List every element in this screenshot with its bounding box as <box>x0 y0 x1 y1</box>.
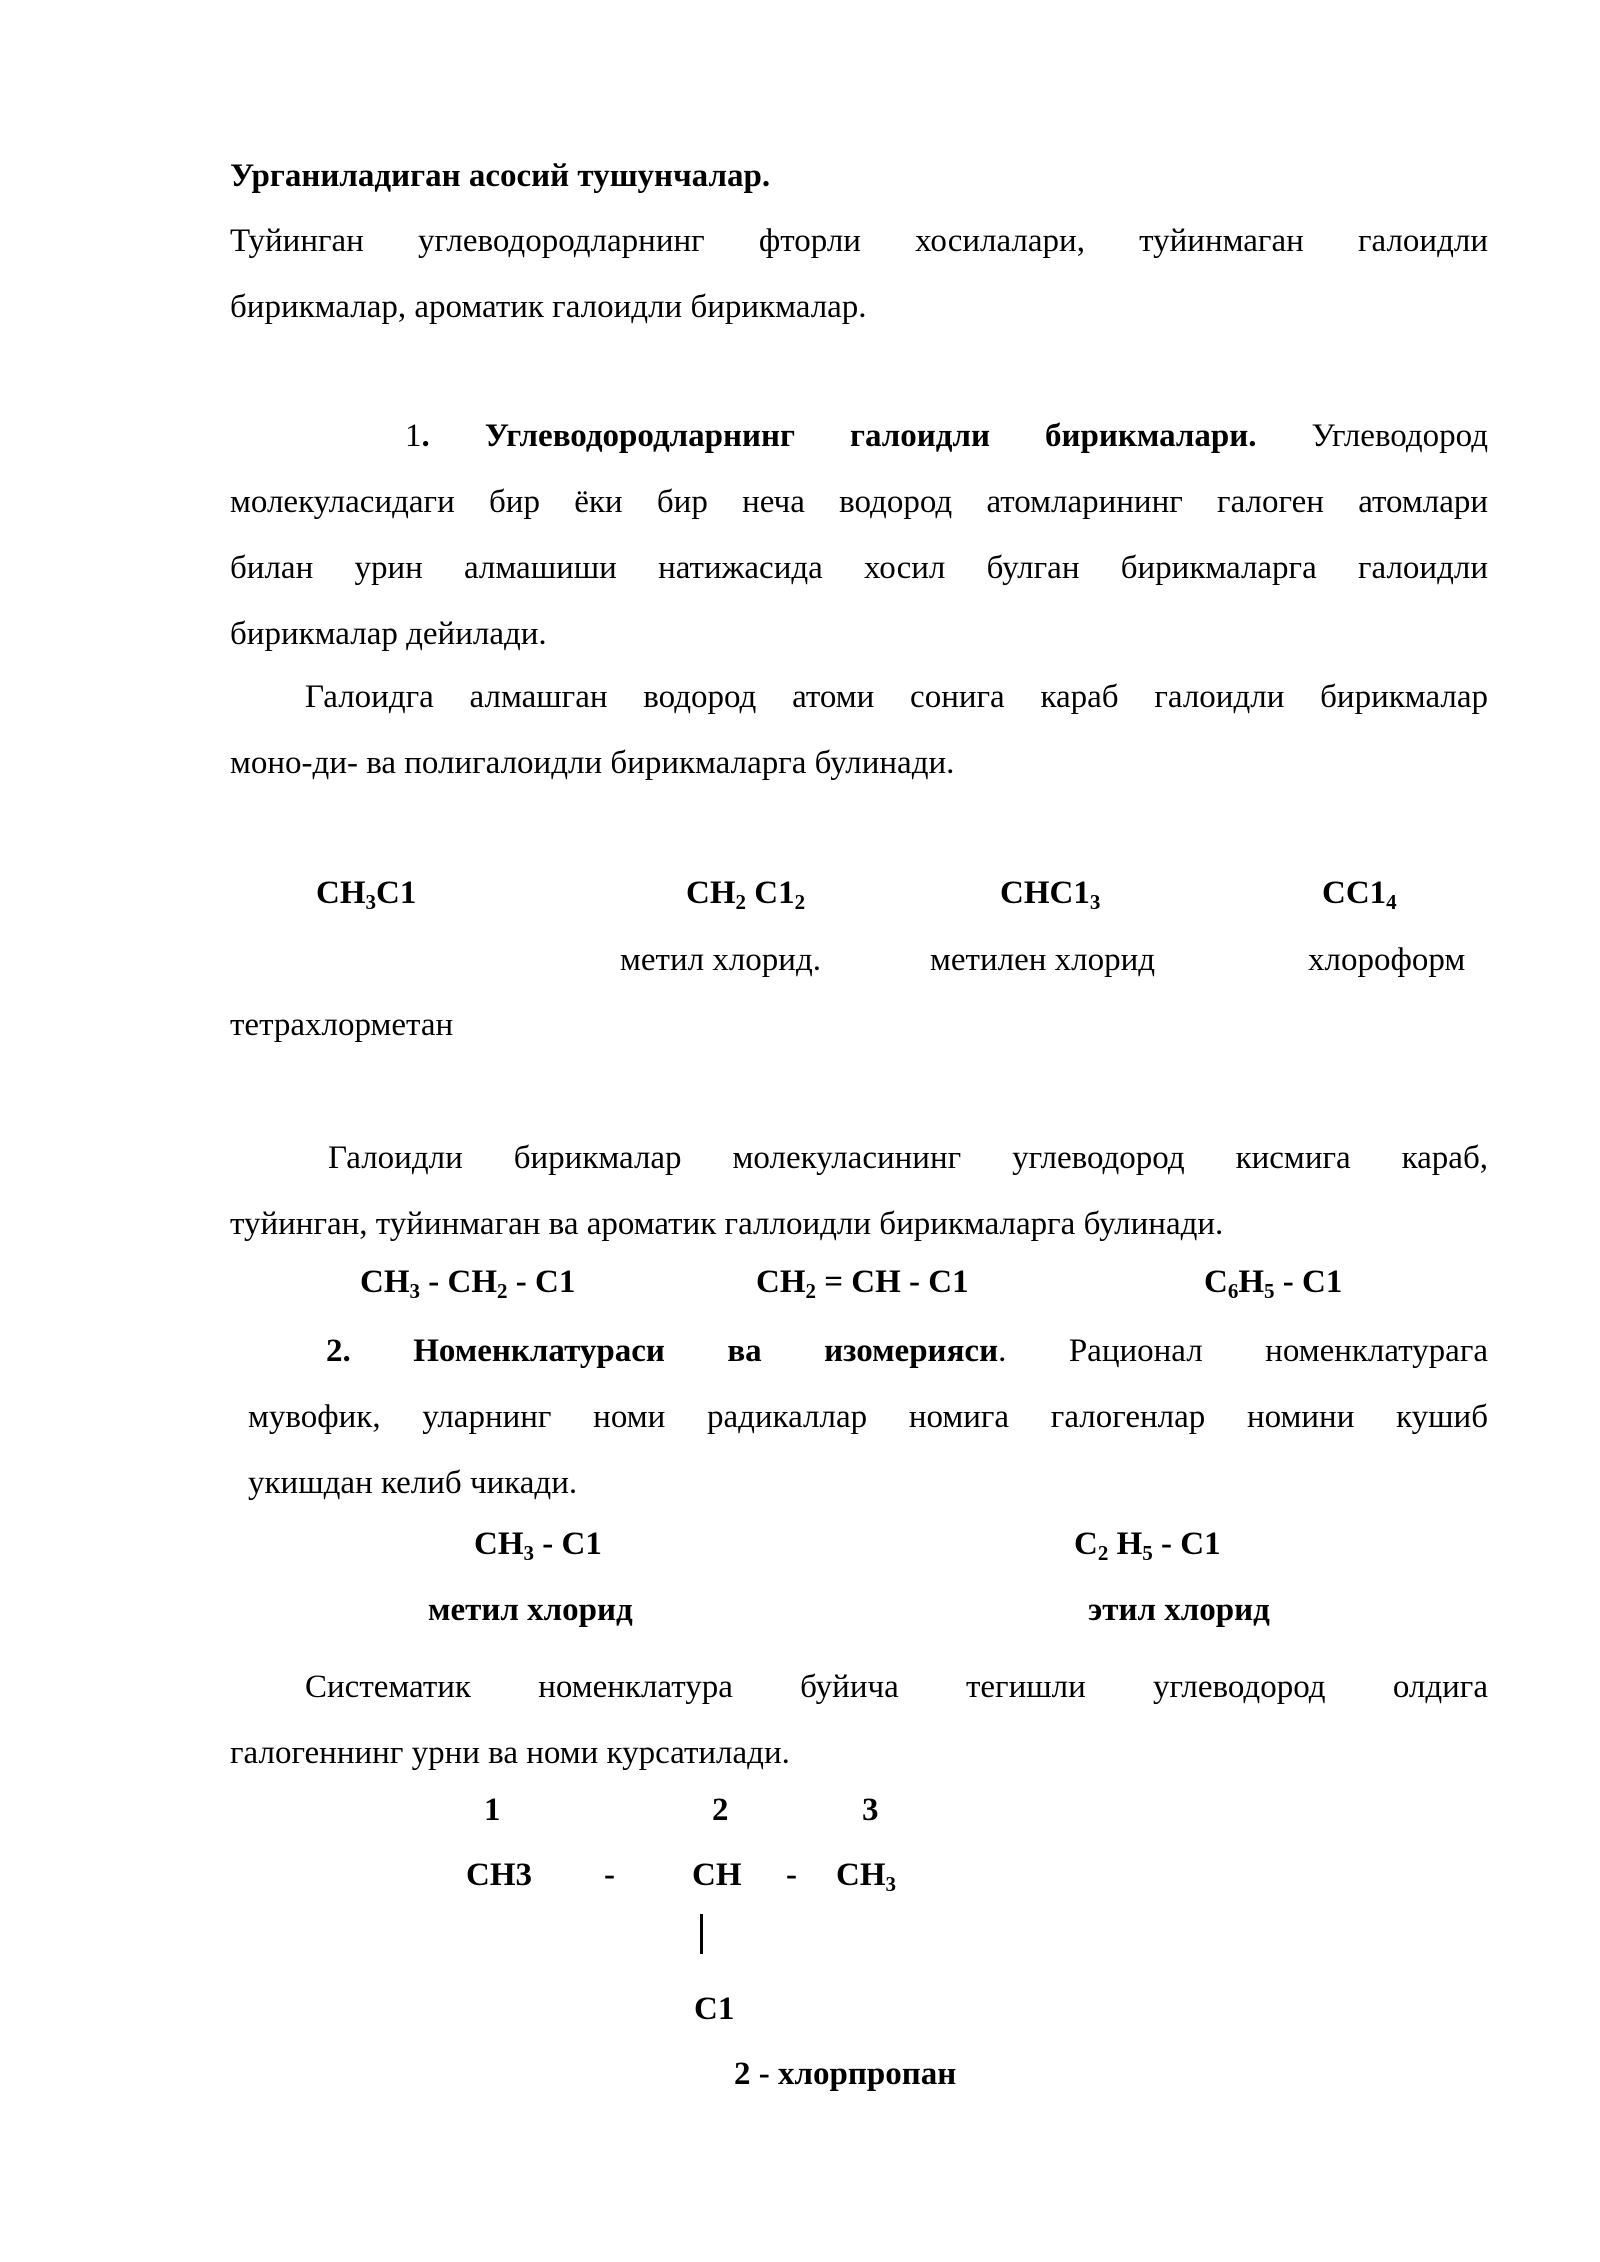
classification-paragraph <box>230 664 1488 796</box>
formula-methyl-chloride: $CH_3C1$ <box>316 875 417 914</box>
section-heading: Урганиладиган асосий тушунчалар. <box>230 158 771 194</box>
hydrocarbon-part-line-2: туйинган, туйинмаган ва ароматик галлоидли бирикмаларга булинади. <box>230 1206 1224 1242</box>
intro-line-2: бирикмалар, ароматик галоидли бирикмалар. <box>230 289 867 325</box>
chlorine-substituent: C1 <box>694 1991 735 2027</box>
hydrocarbon-part-paragraph <box>230 1125 1488 1257</box>
name-chloroform: хлороформ <box>1308 942 1466 978</box>
section-2-line-1-rest: . Рационал номенклатурага <box>998 1333 1489 1369</box>
formula-ch3cl: $CH_3 - C1$ <box>474 1526 602 1565</box>
intro-paragraph <box>230 208 1488 340</box>
formula-c2h5cl: $C_2$ $H_5 - C1$ <box>1074 1526 1221 1565</box>
section-1-title: . Углеводородларнинг галоидли бирикмалари. <box>421 418 1257 454</box>
section-1-paragraph <box>230 403 1488 667</box>
hydrocarbon-part-line-1: Галоидли бирикмалар молекуласининг углеводород кисмига караб, <box>328 1140 1488 1176</box>
carbon-3-group: $CH_3$ <box>836 1857 896 1896</box>
vertical-bond <box>700 1914 703 1954</box>
section-2-line-1 <box>248 1318 1488 1384</box>
section-1-line-1-rest: Углеводород <box>1311 418 1488 454</box>
formula-vinyl-chloride: $CH_2$ = CH - C1 <box>756 1264 969 1303</box>
carbon-1-group: CH3 <box>466 1857 532 1893</box>
formula-ethyl-chloride-saturated: $CH_3 - CH_2 - C1$ <box>360 1264 576 1303</box>
carbon-number-3: 3 <box>862 1792 879 1828</box>
section-2-paragraph <box>248 1318 1488 1516</box>
formula-tetrachloromethane: $CC1_4$ <box>1322 875 1397 914</box>
classification-line-1: Галоидга алмашган водород атоми сонига караб галоидли бирикмалар <box>305 679 1488 715</box>
name-tetrachloromethane: тетрахлорметан <box>230 1007 454 1043</box>
name-ethyl-chloride-bold: этил хлорид <box>1088 1592 1270 1628</box>
section-1-line-4: бирикмалар дейилади. <box>230 616 547 652</box>
carbon-number-2: 2 <box>712 1792 729 1828</box>
carbon-number-1: 1 <box>484 1792 501 1828</box>
systematic-nomenclature-paragraph <box>230 1654 1488 1786</box>
classification-line-2: моно-ди- ва полигалоидли бирикмаларга булинади. <box>230 745 955 781</box>
section-2-title: 2. Номенклатураси ва изомерияси <box>326 1333 999 1369</box>
formula-methylene-chloride: $CH_2$ $C1_2$ <box>686 875 806 914</box>
name-methylene-chloride: метилен хлорид <box>930 942 1156 978</box>
section-1-line-1 <box>230 403 1488 469</box>
systematic-line-2: галогеннинг урни ва номи курсатилади. <box>230 1735 790 1771</box>
formula-chlorobenzene: $C_6H_5 - C1$ <box>1204 1264 1343 1303</box>
carbon-2-group: CH <box>692 1857 742 1893</box>
section-2-line-2: мувофик, уларнинг номи радикаллар номига галогенлар номини кушиб <box>248 1399 1488 1435</box>
name-methyl-chloride: метил хлорид. <box>620 942 821 978</box>
section-1-line-2: молекуласидаги бир ёки бир неча водород атомларининг галоген атомлари <box>230 484 1488 520</box>
bond-dash-1: - <box>604 1857 615 1893</box>
systematic-line-1: Систематик номенклатура буйича тегишли углеводород олдига <box>305 1669 1488 1705</box>
section-1-number: 1 <box>405 418 422 454</box>
intro-line-1: Туйинган углеводородларнинг фторли хосилалари, туйинмаган галоидли <box>230 223 1488 259</box>
section-2-line-3: укишдан келиб чикади. <box>248 1465 578 1501</box>
formula-chloroform: $CHC1_3$ <box>1000 875 1101 914</box>
name-methyl-chloride-bold: метил хлорид <box>428 1592 633 1628</box>
bond-dash-2: - <box>786 1857 797 1893</box>
compound-name-2-chloropropane: 2 - хлорпропан <box>734 2056 957 2092</box>
section-1-line-3: билан урин алмашиши натижасида хосил булган бирикмаларга галоидли <box>230 550 1488 586</box>
